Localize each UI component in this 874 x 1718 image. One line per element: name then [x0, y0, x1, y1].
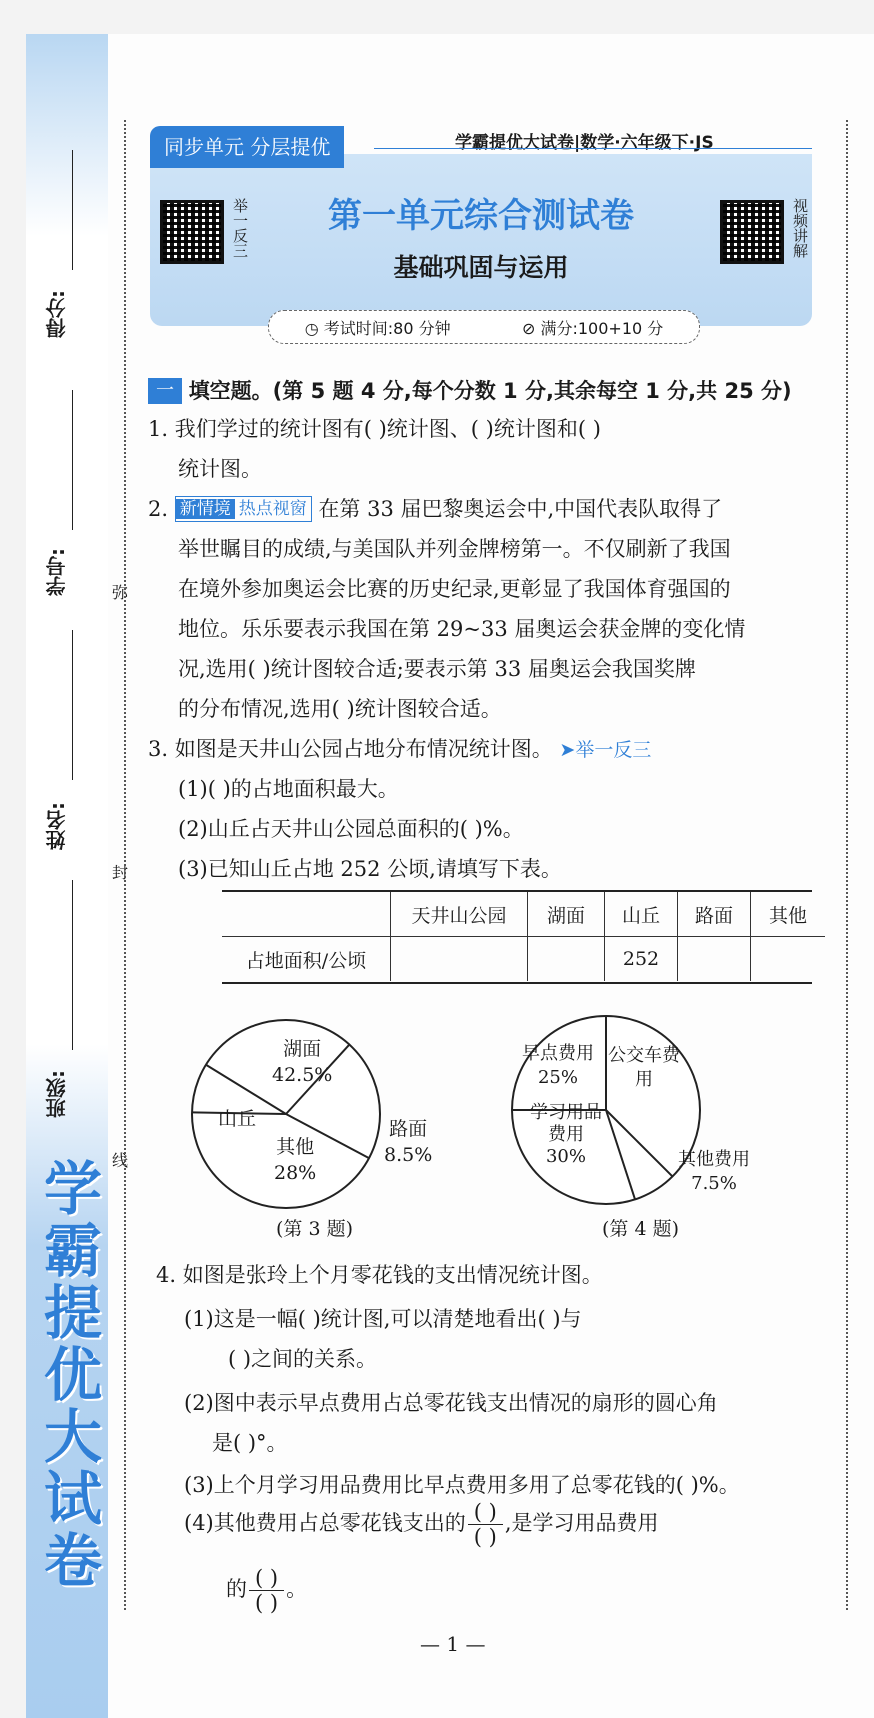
section-heading [148, 372, 792, 410]
frac-num: ( ) [468, 1500, 503, 1525]
table-header-cell: 路面 [678, 892, 751, 937]
pie1-caption: (第 3 题) [276, 1218, 353, 1240]
pie2-other-name: 其他费用 [678, 1149, 750, 1170]
table-bottom-rule [222, 982, 812, 984]
table-row-label: 占地面积/公顷 [245, 949, 367, 972]
q4-s4-line [184, 1494, 659, 1552]
q1-line1: 1. 我们学过的统计图有( )统计图、( )统计图和( ) [148, 417, 601, 441]
class-label: 班级: [45, 1070, 69, 1118]
pie1-road-name: 路面 [389, 1118, 428, 1140]
table-cell-other[interactable] [751, 937, 826, 982]
seal-char-1: 弥 [112, 583, 129, 602]
q2-line3: 在境外参加奥运会比赛的历史纪录,更彰显了我国体育强国的 [178, 577, 731, 601]
section-title: 填空题。(第 5 题 4 分,每个分数 1 分,其余每空 1 分,共 25 分) [188, 379, 792, 403]
table-row [222, 937, 825, 982]
table-header-cell: 天井山公园 [391, 892, 528, 937]
q3-link[interactable]: ➤举一反三 [559, 739, 652, 761]
pie1-lake-name: 湖面 [283, 1038, 322, 1060]
page-number: — 1 — [420, 1632, 486, 1656]
name-line [72, 630, 73, 780]
clock-icon: ◷ [304, 318, 319, 338]
id-line [72, 390, 73, 530]
pie2-label-study [528, 1102, 604, 1168]
seal-char-3: 线 [112, 1151, 129, 1170]
exam-info [268, 310, 700, 344]
table-header-cell: 山丘 [605, 892, 678, 937]
seal-char-2: 封 [112, 863, 129, 882]
q1-line2: 统计图。 [178, 457, 262, 481]
q4-line1: 4. 如图是张玲上个月零花钱的支出情况统计图。 [156, 1263, 603, 1287]
q4-s2a: (2)图中表示早点费用占总零花钱支出情况的扇形的圆心角 [184, 1391, 718, 1415]
q2-line2: 举世瞩目的成绩,与美国队并列金牌榜第一。不仅刷新了我国 [178, 537, 731, 561]
q2-line6: 的分布情况,选用( )统计图较合适。 [178, 697, 502, 721]
brand-logo [28, 1150, 108, 1600]
q2-tag [175, 496, 312, 522]
q3-text: 3. 如图是天井山公园占地分布情况统计图。 [148, 737, 553, 761]
full-score-text: 满分:100+10 分 [540, 318, 664, 338]
fraction-blank-2[interactable] [249, 1566, 284, 1615]
page-title: 第一单元综合测试卷 [328, 196, 634, 236]
header-rule [374, 148, 812, 149]
name-label: 姓名: [45, 802, 69, 850]
q4-s4d: 。 [286, 1577, 308, 1601]
table-cell-lake[interactable] [528, 937, 605, 982]
class-line [72, 880, 73, 1050]
table-cell-road[interactable] [678, 937, 751, 982]
pie1-label-lake [272, 1036, 332, 1088]
table-cell-park[interactable] [391, 937, 528, 982]
page-subtitle: 基础巩固与运用 [393, 253, 569, 282]
title-box [150, 154, 812, 326]
pie1-label-road [384, 1116, 432, 1168]
q3-sub1: (1)( )的占地面积最大。 [178, 777, 399, 801]
q4-s1b: ( )之间的关系。 [228, 1347, 378, 1371]
q3-sub3: (3)已知山丘占地 252 公顷,请填写下表。 [178, 857, 562, 881]
q3-line1 [148, 730, 651, 769]
frac-den: ( ) [255, 1591, 279, 1615]
fraction-blank-1[interactable] [468, 1500, 503, 1549]
qr-right-label: 视频讲解 [791, 198, 809, 258]
table-cell-hill: 252 [605, 937, 678, 982]
section-number: 一 [148, 378, 182, 404]
pie2-caption: (第 4 题) [602, 1218, 679, 1240]
qr-left-label: 举一反三 [231, 198, 249, 258]
pie1-road-pct: 8.5% [384, 1144, 433, 1166]
seal-dotted-line [124, 120, 126, 1610]
table-header-cell [222, 892, 391, 937]
frac-den: ( ) [473, 1525, 497, 1549]
q4-s1a: (1)这是一幅( )统计图,可以清楚地看出( )与 [184, 1307, 582, 1331]
frac-num: ( ) [249, 1566, 284, 1591]
id-label: 学号: [45, 548, 69, 596]
pie1-other-name: 其他 [276, 1136, 315, 1158]
q2-tag-a: 新情境 [176, 499, 235, 519]
q4-s3: (3)上个月学习用品费用比早点费用多用了总零花钱的( )%。 [184, 1473, 740, 1497]
table-header-row [222, 892, 825, 937]
sync-tag: 同步单元 分层提优 [150, 126, 344, 168]
q2-number: 2. [148, 497, 169, 521]
q3-sub2: (2)山丘占天井山公园总面积的( )%。 [178, 817, 524, 841]
pie1-other-pct: 28% [274, 1162, 317, 1184]
table-header-cell: 湖面 [528, 892, 605, 937]
brand-text: 学霸提优大试卷 [34, 1158, 102, 1592]
q4-s4b: ,是学习用品费用 [504, 1511, 659, 1535]
pie2-breakfast-name: 早点费用 [522, 1043, 594, 1064]
q2-tag-b: 热点视窗 [238, 499, 307, 519]
pie2-study-pct: 30% [545, 1146, 586, 1167]
area-table [222, 892, 825, 981]
pie2-label-breakfast [522, 1042, 594, 1090]
full-score [522, 316, 663, 339]
q2-line4: 地位。乐乐要表示我国在第 29~33 届奥运会获金牌的变化情 [178, 617, 746, 641]
q4-s4a: (4)其他费用占总零花钱支出的 [184, 1511, 466, 1535]
pie1-label-other [274, 1134, 316, 1186]
pie2-breakfast-pct: 25% [537, 1067, 578, 1088]
pie2-label-other [678, 1148, 750, 1196]
q2-line1 [148, 490, 722, 528]
pie2-study-name: 学习用品费用 [530, 1102, 602, 1145]
pie2-other-pct: 7.5% [691, 1173, 737, 1194]
score-line [72, 150, 73, 270]
score-label: 得分: [45, 290, 69, 338]
check-icon: ⊘ [521, 318, 536, 338]
table-header-cell: 其他 [751, 892, 826, 937]
exam-time-text: 考试时间:80 分钟 [323, 318, 451, 338]
exam-time [305, 316, 451, 339]
pie1-lake-pct: 42.5% [272, 1064, 333, 1086]
pie2-label-bus: 公交车费用 [608, 1045, 680, 1090]
right-dotted-line [846, 120, 848, 1610]
series-label: 学霸提优大试卷|数学·六年级下·JS [455, 133, 714, 153]
q4-s4c: 的 [226, 1577, 247, 1601]
q4-s2b: 是( )°。 [212, 1431, 288, 1455]
pie1-label-hill: 山丘 [218, 1108, 257, 1130]
q2-line5: 况,选用( )统计图较合适;要表示第 33 届奥运会我国奖牌 [178, 657, 696, 681]
q2-text-1: 在第 33 届巴黎奥运会中,中国代表队取得了 [318, 497, 723, 521]
q4-s4-line2 [226, 1560, 307, 1618]
